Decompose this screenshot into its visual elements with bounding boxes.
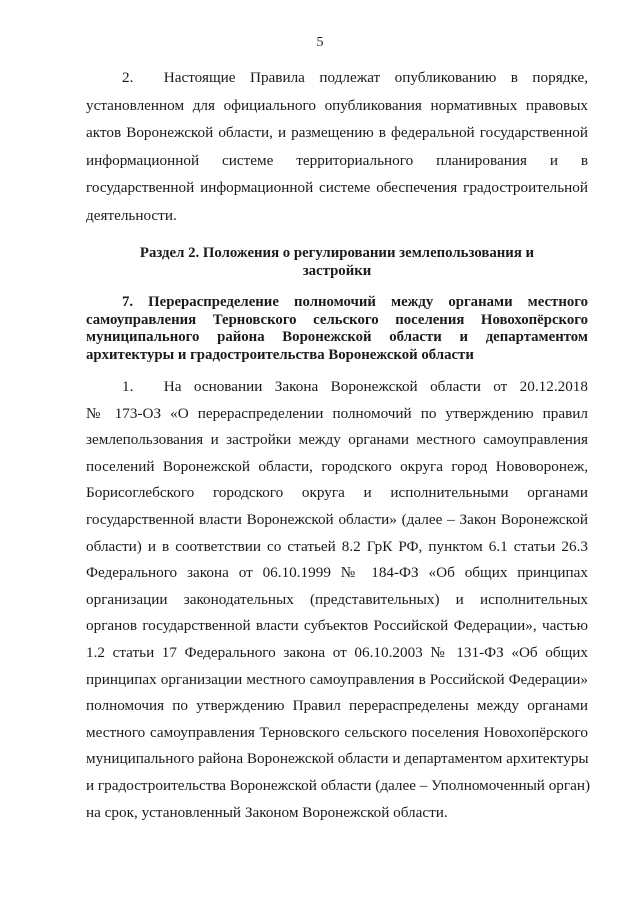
subsection-heading-line: муниципального района Воронежской области и департаментом: [86, 329, 588, 346]
paragraph-line: государственной информационной системе обеспечения градостроительной: [86, 179, 588, 197]
paragraph-item-2: [86, 64, 588, 230]
paragraph-line: Федерального закона от 06.10.1999 № 184-ФЗ «Об общих принципах: [86, 564, 588, 582]
subsection-heading-line: архитектуры и градостроительства Воронежской области: [86, 346, 474, 363]
paragraph-line: 1. На основании Закона Воронежской области от 20.12.2018: [122, 378, 588, 395]
paragraph-line: информационной системе территориального планирования и в: [86, 151, 588, 169]
subsection-heading: [86, 294, 588, 364]
section-heading: [86, 245, 588, 280]
paragraph-line: принципах организации местного самоуправления в Российской Федерации»: [86, 670, 588, 688]
paragraph-line: муниципального района Воронежской области и департаментом архитектуры: [86, 750, 589, 768]
paragraph-line: поселений Воронежской области, городского округа город Нововоронеж,: [86, 457, 588, 475]
paragraph-line: 1.2 статьи 17 Федерального закона от 06.10.2003 № 131-ФЗ «Об общих: [86, 643, 588, 661]
paragraph-line: 2. Настоящие Правила подлежат опубликованию в порядке,: [122, 69, 588, 86]
paragraph-line: деятельности.: [86, 206, 177, 224]
paragraph-line: и градостроительства Воронежской области (далее – Уполномоченный орган): [86, 776, 591, 794]
paragraph-line: № 173-ОЗ «О перераспределении полномочий по утверждению правил: [86, 404, 588, 422]
paragraph-line: организации законодательных (представительных) и исполнительных: [86, 590, 588, 608]
paragraph-line: государственной власти Воронежской области» (далее – Закон Воронежской: [86, 510, 588, 528]
paragraph-line: на срок, установленный Законом Воронежской области.: [86, 803, 448, 821]
paragraph-item-1: [86, 374, 591, 826]
paragraph-line: органов государственной власти субъектов Российской Федерации», частью: [86, 617, 588, 635]
paragraph-line: местного самоуправления Терновского сельского поселения Новохопёрского: [86, 723, 588, 741]
paragraph-line: актов Воронежской области, и размещению в федеральной государственной: [86, 124, 588, 142]
page-number: 5: [316, 35, 324, 50]
subsection-heading-line: 7. Перераспределение полномочий между органами местного: [122, 294, 588, 310]
section-heading-line: Раздел 2. Положения о регулировании землепользования и: [139, 245, 535, 261]
paragraph-line: установленном для официального опубликования нормативных правовых: [86, 96, 588, 114]
paragraph-line: полномочия по утверждению Правил перераспределены между органами: [86, 697, 588, 715]
paragraph-line: области) и в соответствии со статьей 8.2 ГрК РФ, пунктом 6.1 статьи 26.3: [86, 537, 588, 555]
paragraph-line: Борисоглебского городского округа и исполнительными органами: [86, 484, 588, 502]
subsection-heading-line: самоуправления Терновского сельского поселения Новохопёрского: [86, 311, 588, 328]
section-heading-line: застройки: [302, 262, 372, 279]
paragraph-line: землепользования и застройки между органами местного самоуправления: [86, 431, 588, 449]
